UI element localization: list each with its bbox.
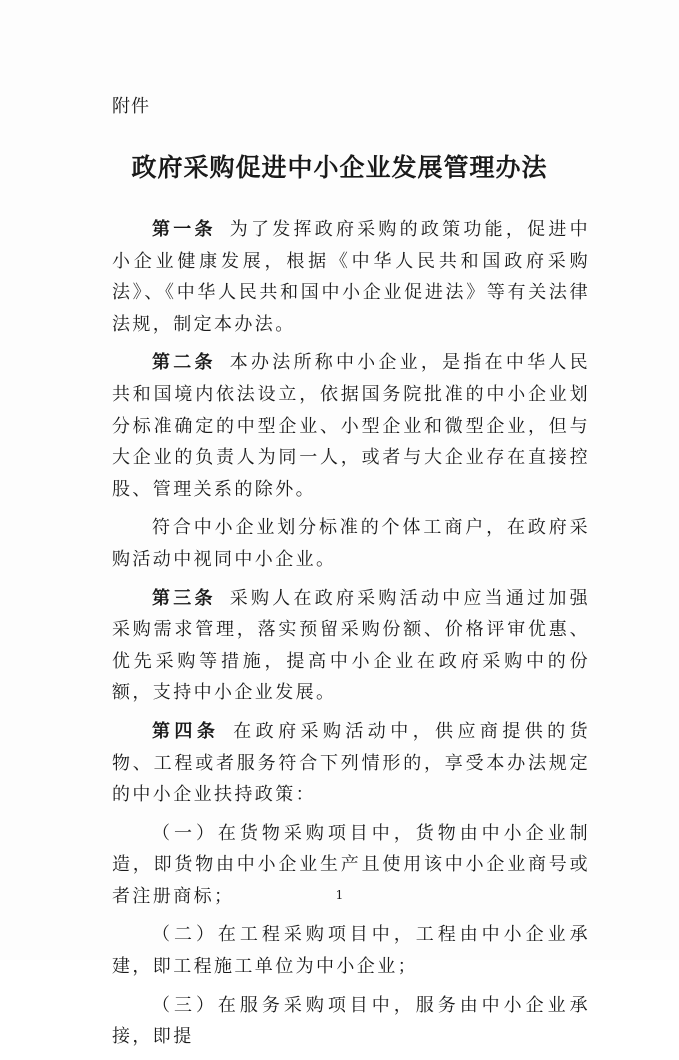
- paragraph-text: 在政府采购活动中，供应商提供的货物、工程或者服务符合下列情形的，享受本办法规定的中小企业扶持政策：: [112, 720, 590, 806]
- paragraph-text: 为了发挥政府采购的政策功能，促进中小企业健康发展，根据《中华人民共和国政府采购法》、《中华人民共和国中小企业促进法》等有关法律法规，制定本办法。: [112, 219, 590, 335]
- paragraph-text: 本办法所称中小企业，是指在中华人民共和国境内依法设立，依据国务院批准的中小企业划分标准确定的中型企业、小型企业和微型企业，但与大企业的负责人为同一人，或者与大企业存在直接控股、管理关系的除外。: [112, 352, 590, 500]
- paragraph-text: （二）在工程采购项目中，工程由中小企业承建，即工程施工单位为中小企业；: [112, 924, 590, 978]
- article-number: 第二条: [152, 352, 216, 374]
- article-3-paragraph: [112, 583, 590, 709]
- article-2-paragraph: [112, 347, 590, 505]
- article-4-item-3: [112, 990, 590, 1053]
- paragraph-text: 采购人在政府采购活动中应当通过加强采购需求管理，落实预留采购份额、价格评审优惠、优先采购等措施，提高中小企业在政府采购中的份额，支持中小企业发展。: [112, 587, 590, 704]
- paragraph-text: （三）在服务采购项目中，服务由中小企业承接，即提: [112, 994, 590, 1048]
- paragraph-text: 符合中小企业划分标准的个体工商户，在政府采购活动中视同中小企业。: [112, 517, 590, 570]
- article-4-item-2: [112, 919, 590, 982]
- article-1-paragraph: [112, 214, 590, 340]
- paragraph-text: （一）在货物采购项目中，货物由中小企业制造，即货物由中小企业生产且使用该中小企业商号或者注册商标；: [112, 822, 590, 907]
- article-number: 第三条: [152, 587, 216, 609]
- article-4-paragraph: [112, 716, 590, 811]
- article-number: 第四条: [152, 720, 220, 742]
- document-body: [112, 214, 590, 1060]
- page-number: 1: [335, 888, 344, 902]
- document-title: 政府采购促进中小企业发展管理办法: [131, 153, 548, 182]
- article-2-continuation-paragraph: [112, 512, 590, 575]
- attachment-label: 附件: [112, 96, 150, 117]
- article-number: 第一条: [152, 219, 216, 240]
